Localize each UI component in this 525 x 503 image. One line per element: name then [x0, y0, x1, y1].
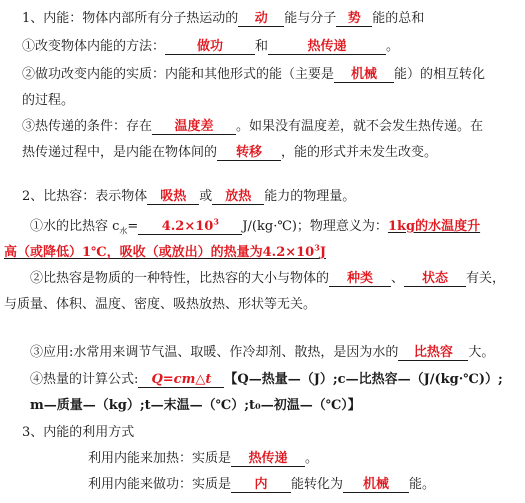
blank: [152, 119, 236, 135]
text: 、: [391, 271, 405, 286]
answer: [4, 242, 326, 260]
s2-line-8: [30, 397, 361, 415]
text: 1、内能：物体内部所有分子热运动的: [22, 11, 239, 26]
text: 。: [305, 451, 319, 466]
blank: [336, 11, 372, 27]
blank: [404, 271, 466, 287]
text: 和: [255, 39, 269, 54]
s1-line-1: [22, 10, 424, 28]
blank: [138, 216, 242, 235]
text: 大。: [468, 345, 495, 360]
s1-line-4: [22, 92, 74, 110]
text: =: [127, 219, 139, 234]
blank: [231, 477, 291, 493]
text: ②比热容是物质的一种特性，比热容的大小与物体的: [30, 271, 330, 286]
answer: 做功: [197, 39, 224, 54]
text: 能）的相互转化: [394, 67, 486, 82]
s2-line-4: [30, 270, 505, 288]
text: 3、内能的利用方式: [22, 425, 135, 440]
answer-text: 4.2×10: [161, 219, 214, 234]
s2-line-2: [30, 218, 480, 236]
answer-text: J: [319, 245, 326, 260]
text: 能转化为: [291, 477, 344, 492]
s2-line-3: [4, 244, 326, 262]
text: 或: [199, 189, 213, 204]
answer: 内: [254, 477, 268, 492]
answer: 放热: [225, 189, 252, 204]
blank: [268, 39, 386, 55]
answer: 状态: [422, 271, 449, 286]
text: 能。: [409, 477, 436, 492]
text: 利用内能来做功：实质是: [88, 477, 232, 492]
text: 能力的物理量。: [264, 189, 356, 204]
text: ②做功改变内能的实质：内能和其他形式的能（主要是: [22, 67, 335, 82]
answer: [161, 216, 219, 234]
text: ①水的比热容 c: [30, 219, 120, 234]
blank: [238, 11, 284, 27]
answer: 比热容: [413, 345, 453, 360]
blank: [231, 451, 305, 467]
answer: Q=cm△t: [151, 372, 212, 387]
blank: [147, 189, 199, 205]
s3-line-2: [88, 450, 318, 468]
text: 与质量、体积、温度、密度、吸热放热、形状等无关。: [4, 297, 317, 312]
text: ③应用:水常用来调节气温、取暖、作冷却剂、散热，是因为水的: [30, 345, 399, 360]
answer: 转移: [236, 145, 263, 160]
text: 的过程。: [22, 93, 75, 108]
text: 。如果没有温度差，就不会发生热传递。在: [236, 119, 484, 134]
answer: 机械: [351, 67, 378, 82]
blank: [398, 345, 468, 361]
answer: 1kg的水温度升: [387, 219, 481, 234]
answer: 温度差: [174, 119, 214, 134]
answer: 种类: [347, 271, 374, 286]
blank: [217, 145, 281, 161]
s2-line-7: [30, 371, 503, 389]
answer: 热传递: [307, 39, 347, 54]
text: m—质量—（kg）;t—末温—（℃）;t₀—初温—（℃）】: [30, 398, 361, 413]
s3-line-1: [22, 424, 134, 442]
text: J/(kg·℃)；物理意义为：: [242, 219, 388, 234]
answer: 机械: [363, 477, 390, 492]
answer: 热传递: [248, 451, 288, 466]
text: 利用内能来加热：实质是: [88, 451, 232, 466]
answer: 动: [254, 11, 268, 26]
text: ，能的形式并未发生改变。: [281, 145, 438, 160]
answer-text: 高（或降低）1℃，吸收（或放出）的热量为4.2×10: [4, 245, 315, 260]
s2-line-5: [4, 296, 316, 314]
s2-line-6: [30, 344, 494, 362]
s2-line-1: [22, 188, 355, 206]
text: 【Q—热量—（J）;c—比热容—（J/(kg·℃)）;: [224, 372, 503, 387]
answer: 势: [347, 11, 361, 26]
blank: [343, 477, 409, 493]
blank: [138, 372, 224, 388]
s1-line-6: [22, 144, 437, 162]
subscript: 水: [119, 226, 128, 236]
text: 能的总和: [372, 11, 425, 26]
blank: [329, 271, 391, 287]
text: 能与分子: [284, 11, 337, 26]
text: 2、比热容：表示物体: [22, 189, 148, 204]
s1-line-3: [22, 66, 485, 84]
superscript: 3: [314, 242, 320, 253]
text: ①改变物体内能的方法：: [22, 39, 166, 54]
superscript: 3: [213, 216, 219, 227]
text: ③热传递的条件：存在: [22, 119, 153, 134]
s1-line-5: [22, 118, 483, 136]
s1-line-2: [22, 38, 399, 56]
blank: [334, 67, 394, 83]
text: ④热量的计算公式:: [30, 372, 139, 387]
blank: [212, 189, 264, 205]
text: 。: [386, 39, 400, 54]
text: 热传递过程中，是内能在物体间的: [22, 145, 218, 160]
answer: 吸热: [160, 189, 187, 204]
s3-line-3: [88, 476, 435, 494]
blank: [165, 39, 255, 55]
text: 有关，: [466, 271, 506, 286]
